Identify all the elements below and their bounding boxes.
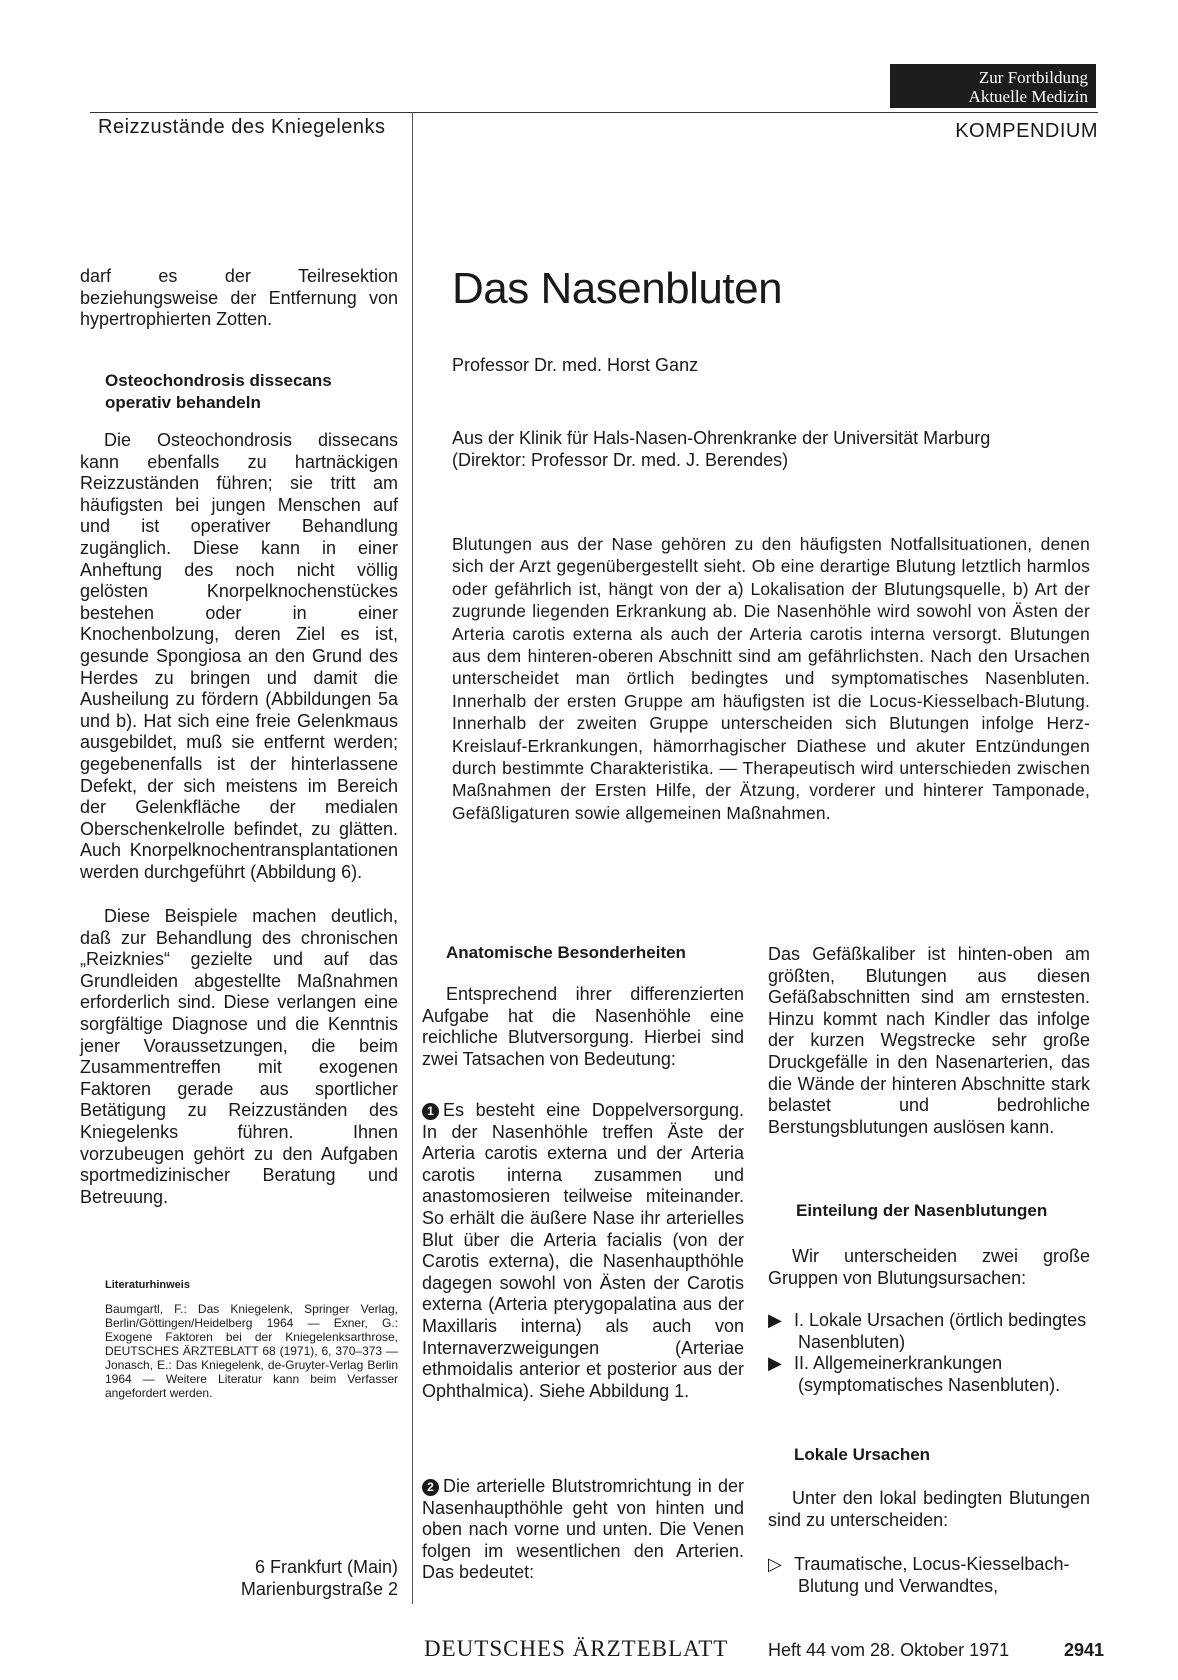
- paragraph: [422, 1100, 744, 1402]
- article-author: Professor Dr. med. Horst Ganz: [452, 355, 699, 375]
- article-affiliation: [452, 428, 1092, 471]
- footer-page-number: 2941: [1064, 1640, 1105, 1660]
- author-address: [241, 1556, 398, 1600]
- running-head-left: Reizzustände des Kniegelenks: [98, 116, 386, 138]
- list-item: [768, 1310, 1090, 1353]
- column-rule: [412, 112, 413, 1604]
- left-col-paragraph-3: [80, 906, 398, 1208]
- paragraph: Wir unterscheiden zwei große Gruppen von Blutungsursachen:: [768, 1246, 1090, 1288]
- badge-line-1: Zur Fortbildung: [978, 68, 1088, 87]
- affiliation-line-2: (Direktor: Professor Dr. med. J. Berendes): [452, 449, 789, 470]
- list-item: [768, 1554, 1090, 1597]
- left-col-paragraph-1: [80, 266, 398, 331]
- running-head-right: KOMPENDIUM: [955, 120, 1098, 142]
- list-item-text: II. Allgemeinerkrankungen (symptomatisches Nasenbluten).: [794, 1353, 1061, 1395]
- local-causes-list: [768, 1554, 1090, 1597]
- middle-col-paragraph-2: [422, 1100, 744, 1402]
- circled-number-2: 2: [422, 1479, 439, 1496]
- header-rule: [90, 112, 1098, 113]
- paragraph-text: Die arterielle Blutstromrichtung in der Nasenhaupthöhle geht von hinten und oben nach vorne und unten. Die Venen folgen im wesentlichen den Arterien. Das bedeutet:: [422, 1476, 744, 1583]
- list-item-text: Traumatische, Locus-Kiesselbach-Blutung und Verwandtes,: [794, 1554, 1070, 1596]
- paragraph: Das Gefäßkaliber ist hinten-oben am größten, Blutungen aus diesen Gefäßabschnitten sind am ernstesten. Hinzu kommt nach Kindler das infolge der kurzen Wegstrecke sehr große Druckgefälle in den Nasenarterien, das die Wände der hinteren Abschnitte stark belastet und bedrohliche Berstungsblutungen auslösen kann.: [768, 944, 1090, 1137]
- circled-number-1: 1: [422, 1103, 439, 1120]
- paragraph: Die Osteochondrosis dissecans kann ebenfalls zu hartnäckigen Reizzuständen führen; sie tritt am häufigsten bei jungen Menschen auf und ist operativer Behandlung zugänglich. Diese kann in einer Anheftung des noch nicht völlig gelösten Knorpelknochenstückes bestehen oder in einer Knochenbolzung, deren Ziel es ist, gesunde Spongiosa an den Grund des Herdes zu bringen und damit die Ausheilung zu fördern (Abbildungen 5a und b). Hat sich eine freie Gelenkmaus ausgebildet, muß sie entfernt werden; gegebenenfalls ist der hinterlassene Defekt, der sich meistens im Bereich der Gelenkfläche der medialen Oberschenkelrolle befindet, zu glätten. Auch Knorpelknochentransplantationen werden durchgeführt (Abbildung 6).: [80, 430, 398, 882]
- article-title: Das Nasenbluten: [452, 264, 783, 313]
- badge-line-2: Aktuelle Medizin: [968, 87, 1088, 106]
- literature-text: Baumgartl, F.: Das Kniegelenk, Springer Verlag, Berlin/Göttingen/Heidelberg 1964 — Exner, G.: Exogene Faktoren bei der Kniegelenksarthrose, DEUTSCHES ÄRZTEBLATT 68 (1971), 6, 370–373 — Jonasch, E.: Das Kniegelenk, de-Gruyter-Verlag Berlin 1964 — Weitere Literatur kann beim Verfasser angefordert werden.: [105, 1302, 398, 1400]
- list-item: [768, 1353, 1090, 1396]
- section-heading-osteochondrosis: Osteochondrosis dissecans operativ behandeln: [105, 371, 332, 412]
- triangle-bullet-icon: ▶: [768, 1310, 782, 1330]
- footer-issue: Heft 44 vom 28. Oktober 1971: [768, 1640, 1010, 1660]
- article-abstract: Blutungen aus der Nase gehören zu den häufigsten Notfallsituationen, denen sich der Arzt gegenübergestellt sieht. Ob eine derartige Blutung letztlich harmlos oder gefährlich ist, hängt von der a) Lokalisation der Blutungsquelle, b) Art der zugrunde liegenden Erkrankung ab. Die Nasenhöhle wird sowohl von Ästen der Arteria carotis externa als auch der Arteria carotis interna versorgt. Blutungen aus dem hinteren-oberen Abschnitt sind am gefährlichsten. Nach den Ursachen unterscheidet man örtlich bedingtes und symptomatisches Nasenbluten. Innerhalb der ersten Gruppe am häufigsten ist die Locus-Kiesselbach-Blutung. Innerhalb der zweiten Gruppe unterscheiden sich Blutungen infolge Herz-Kreislauf-Erkrankungen, hämorrhagischer Diathese und akuter Entzündungen durch bestimmte Charakteristika. — Therapeutisch wird unterschieden zwischen Maßnahmen der Ersten Hilfe, der Ätzung, vorderer und hinterer Tamponade, Gefäßligaturen sowie allgemeinen Maßnahmen.: [452, 534, 1090, 823]
- section-heading-local-causes: Lokale Ursachen: [794, 1445, 931, 1464]
- left-col-paragraph-2: [80, 430, 398, 883]
- address-line-1: 6 Frankfurt (Main): [254, 1557, 398, 1577]
- triangle-bullet-icon: ▶: [768, 1353, 782, 1374]
- section-heading-anatomy: Anatomische Besonderheiten: [446, 943, 686, 962]
- paragraph: [422, 1476, 744, 1584]
- footer-journal-name: DEUTSCHES ÄRZTEBLATT: [424, 1636, 729, 1661]
- open-triangle-bullet-icon: ▷: [768, 1554, 782, 1574]
- middle-col-paragraph-3: [422, 1476, 744, 1584]
- right-col-paragraph-3: [768, 1488, 1090, 1531]
- literature-heading: Literaturhinweis: [105, 1279, 190, 1291]
- paragraph: darf es der Teilresektion beziehungsweise der Entfernung von hypertrophierten Zotten.: [80, 266, 398, 330]
- middle-col-paragraph-1: [422, 984, 744, 1070]
- paragraph: Entsprechend ihrer differenzierten Aufgabe hat die Nasenhöhle eine reichliche Blutversorgung. Hierbei sind zwei Tatsachen von Bedeutung:: [422, 984, 744, 1069]
- address-line-2: Marienburgstraße 2: [240, 1579, 398, 1599]
- paragraph: Unter den lokal bedingten Blutungen sind zu unterscheiden:: [768, 1488, 1090, 1530]
- list-item-text: I. Lokale Ursachen (örtlich bedingtes Nasenbluten): [794, 1310, 1087, 1352]
- affiliation-line-1: Aus der Klinik für Hals-Nasen-Ohrenkranke der Universität Marburg: [452, 428, 991, 448]
- right-col-paragraph-1: [768, 944, 1090, 1138]
- section-heading-classification: Einteilung der Nasenblutungen: [796, 1201, 1048, 1220]
- paragraph-text: Es besteht eine Doppelversorgung. In der Nasenhöhle treffen Äste der Arteria carotis externa und der Arteria carotis interna zusammen und anastomosieren teilweise miteinander. So erhält die äußere Nase ihr arterielles Blut über die Arteria facialis (von der Carotis externa), die Nasenhaupthöhle dagegen sowohl von Ästen der Carotis externa (Arteria pterygopalatina aus der Maxillaris interna) als auch von Internaverzweigungen (Arteriae ethmoidalis anterior et posterior aus der Ophthalmica). Siehe Abbildung 1.: [422, 1100, 744, 1401]
- paragraph: Diese Beispiele machen deutlich, daß zur Behandlung des chronischen „Reizknies“ gezielte und auf das Grundleiden abgestellte Maßnahmen erforderlich sind. Diese verlangen eine sorgfältige Diagnose und die Kenntnis jener Voraussetzungen, die beim Zusammentreffen mit exogenen Faktoren gerade aus sportlicher Betätigung zu Reizzuständen des Kniegelenks führen. Ihnen vorzubeugen gehört zu den Aufgaben sportmedizinischer Beratung und Betreuung.: [80, 906, 398, 1207]
- right-col-paragraph-2: [768, 1246, 1090, 1289]
- classification-list: [768, 1310, 1090, 1396]
- section-badge: [890, 64, 1096, 108]
